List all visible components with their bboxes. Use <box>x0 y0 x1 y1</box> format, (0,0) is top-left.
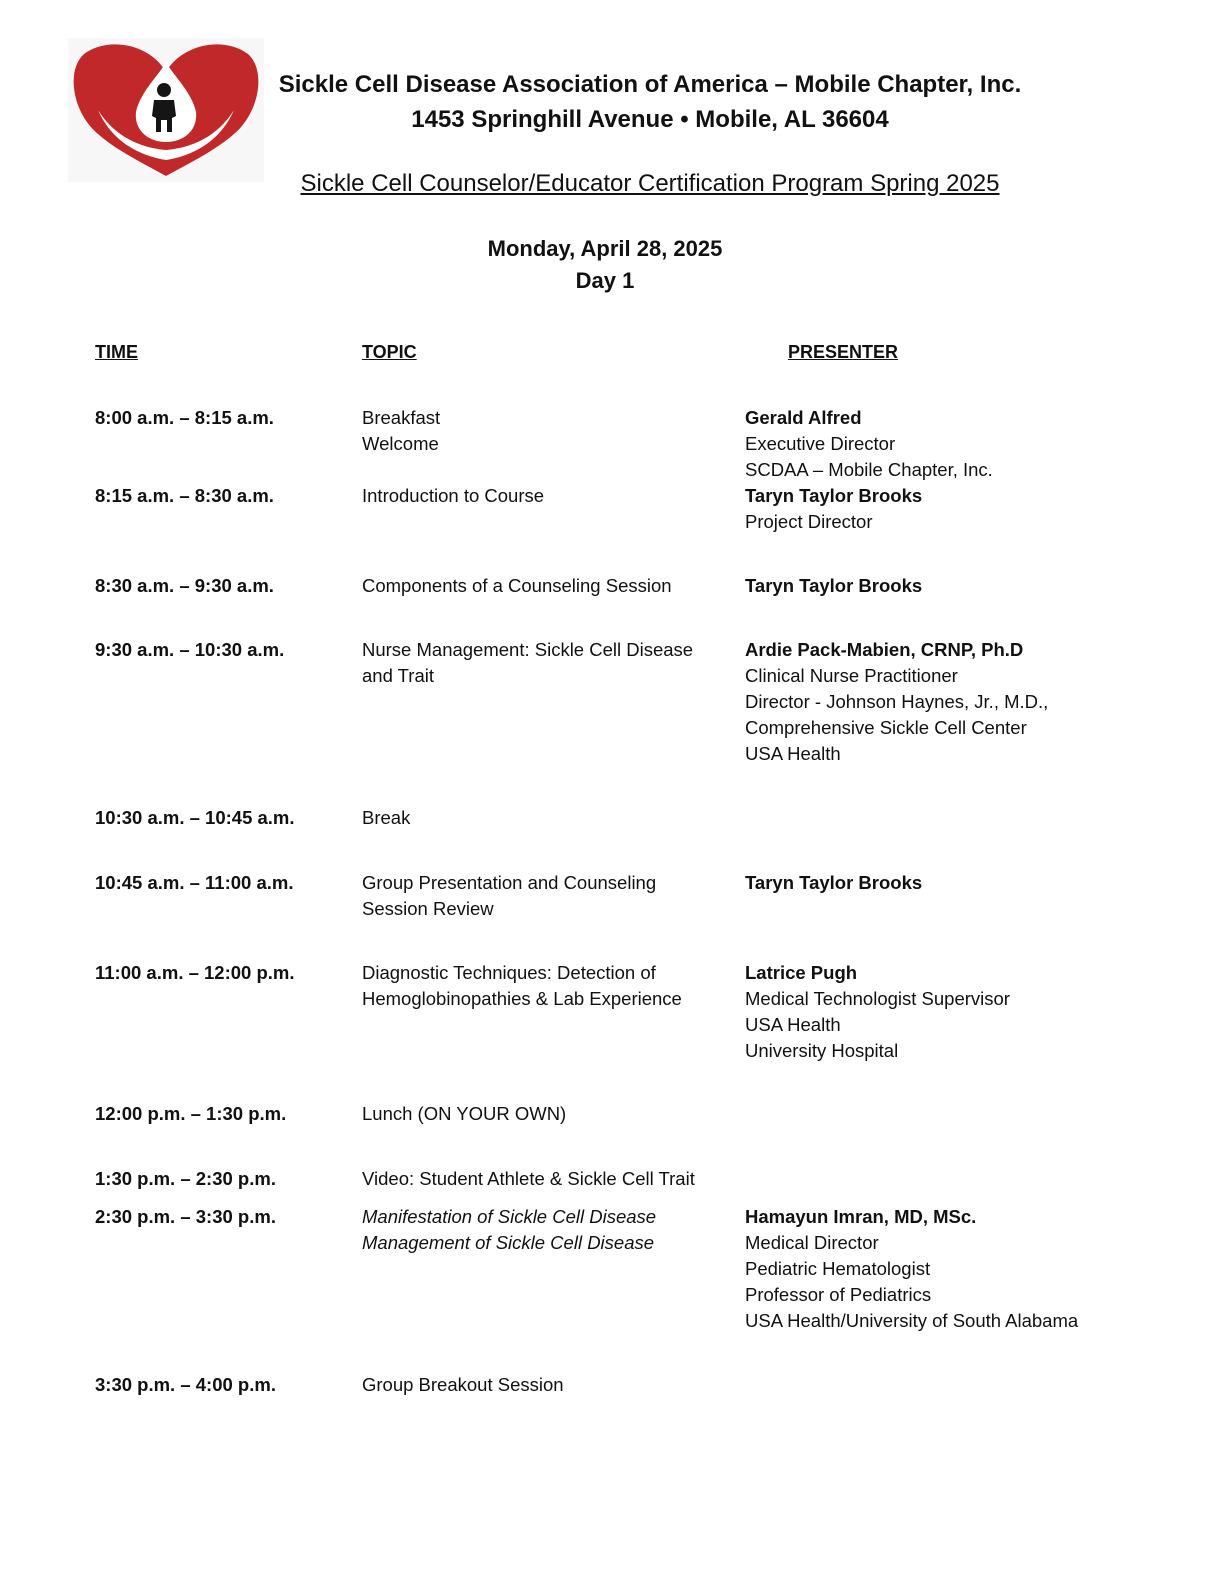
presenter-title-line: Clinical Nurse Practitioner <box>745 665 958 686</box>
schedule-day: Day 1 <box>575 268 635 293</box>
session-time: 11:00 a.m. – 12:00 p.m. <box>95 962 295 983</box>
session-topic <box>362 405 732 457</box>
schedule-date: Monday, April 28, 2025 <box>487 236 723 261</box>
session-presenter <box>745 960 1165 1064</box>
presenter-title-line: SCDAA – Mobile Chapter, Inc. <box>745 459 993 480</box>
session-time: 12:00 p.m. – 1:30 p.m. <box>95 1103 287 1124</box>
presenter-name: Hamayun Imran, MD, MSc. <box>745 1206 977 1227</box>
column-header-time: TIME <box>95 342 138 362</box>
session-presenter <box>745 483 1165 535</box>
session-time: 1:30 p.m. – 2:30 p.m. <box>95 1168 276 1189</box>
session-topic <box>362 1372 732 1398</box>
presenter-title-line: University Hospital <box>745 1040 899 1061</box>
program-title: Sickle Cell Counselor/Educator Certification Program Spring 2025 <box>300 170 1000 197</box>
session-topic <box>362 637 732 689</box>
session-time: 8:00 a.m. – 8:15 a.m. <box>95 407 274 428</box>
presenter-name: Ardie Pack-Mabien, CRNP, Ph.D <box>745 639 1024 660</box>
session-topic <box>362 573 732 599</box>
session-topic <box>362 960 732 1012</box>
organization-address: 1453 Springhill Avenue • Mobile, AL 36604 <box>411 106 889 133</box>
organization-name: Sickle Cell Disease Association of America – Mobile Chapter, Inc. <box>278 71 1022 98</box>
session-time: 3:30 p.m. – 4:00 p.m. <box>95 1374 276 1395</box>
topic-line: Video: Student Athlete & Sickle Cell Trait <box>362 1168 695 1189</box>
column-header-topic: TOPIC <box>362 342 417 362</box>
presenter-title-line: Project Director <box>745 511 873 532</box>
topic-line: Components of a Counseling Session <box>362 575 672 596</box>
presenter-title-line: Director - Johnson Haynes, Jr., M.D., <box>745 691 1049 712</box>
topic-line: Hemoglobinopathies & Lab Experience <box>362 988 682 1009</box>
topic-line: Manifestation of Sickle Cell Disease <box>362 1206 657 1227</box>
topic-line: Session Review <box>362 898 494 919</box>
topic-line: Nurse Management: Sickle Cell Disease <box>362 639 694 660</box>
session-time: 8:30 a.m. – 9:30 a.m. <box>95 575 274 596</box>
session-topic <box>362 483 732 509</box>
session-topic <box>362 1166 732 1192</box>
topic-line: Breakfast <box>362 407 441 428</box>
presenter-title-line: Professor of Pediatrics <box>745 1284 932 1305</box>
presenter-name: Taryn Taylor Brooks <box>745 575 923 596</box>
topic-line: Lunch (ON YOUR OWN) <box>362 1103 567 1124</box>
session-time: 8:15 a.m. – 8:30 a.m. <box>95 485 274 506</box>
session-time: 10:30 a.m. – 10:45 a.m. <box>95 807 295 828</box>
presenter-name: Gerald Alfred <box>745 407 862 428</box>
topic-line: Break <box>362 807 411 828</box>
topic-line: and Trait <box>362 665 434 686</box>
presenter-title-line: Pediatric Hematologist <box>745 1258 931 1279</box>
session-presenter <box>745 870 1165 896</box>
presenter-title-line: USA Health <box>745 1014 841 1035</box>
presenter-title-line: Medical Technologist Supervisor <box>745 988 1010 1009</box>
session-topic <box>362 805 732 831</box>
column-header-presenter: PRESENTER <box>788 342 899 362</box>
session-presenter <box>745 1204 1165 1334</box>
session-topic <box>362 1204 732 1256</box>
session-time: 9:30 a.m. – 10:30 a.m. <box>95 639 285 660</box>
topic-line: Group Breakout Session <box>362 1374 564 1395</box>
topic-line: Management of Sickle Cell Disease <box>362 1232 655 1253</box>
presenter-title-line: Medical Director <box>745 1232 879 1253</box>
topic-line: Welcome <box>362 433 439 454</box>
session-time: 10:45 a.m. – 11:00 a.m. <box>95 872 294 893</box>
topic-line: Group Presentation and Counseling <box>362 872 657 893</box>
session-presenter <box>745 573 1165 599</box>
session-presenter <box>745 405 1165 483</box>
session-topic <box>362 1101 732 1127</box>
presenter-title-line: Executive Director <box>745 433 896 454</box>
session-topic <box>362 870 732 922</box>
presenter-name: Taryn Taylor Brooks <box>745 485 923 506</box>
presenter-title-line: USA Health <box>745 743 841 764</box>
presenter-name: Latrice Pugh <box>745 962 858 983</box>
presenter-title-line: USA Health/University of South Alabama <box>745 1310 1079 1331</box>
presenter-title-line: Comprehensive Sickle Cell Center <box>745 717 1027 738</box>
presenter-name: Taryn Taylor Brooks <box>745 872 923 893</box>
topic-line: Introduction to Course <box>362 485 545 506</box>
topic-line: Diagnostic Techniques: Detection of <box>362 962 656 983</box>
session-time: 2:30 p.m. – 3:30 p.m. <box>95 1206 276 1227</box>
session-presenter <box>745 637 1165 767</box>
